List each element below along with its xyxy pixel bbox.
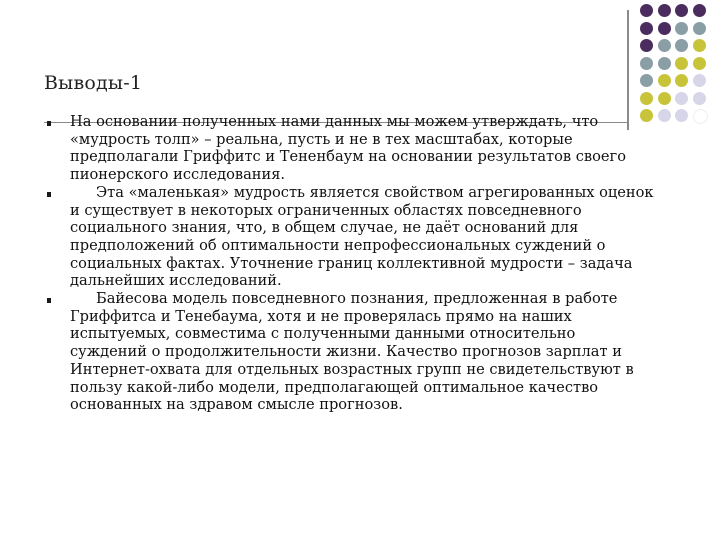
decorative-dot (693, 92, 706, 105)
bullet-text-line: Гриффитса и Тенебаума, хотя и не проверялась прямо на наших (70, 307, 572, 325)
decorative-dot (640, 22, 653, 35)
vertical-divider (627, 10, 629, 130)
bullet-text-line: и существует в некоторых ограниченных областях повседневного (70, 201, 582, 219)
bullet-item (44, 184, 684, 290)
bullet-text-line: социального знания, что, в общем случае, не даёт оснований для (70, 219, 579, 237)
bullet-text-line: Интернет-охвата для отдельных возрастных групп не свидетельствуют в (70, 360, 634, 378)
decorative-dot (693, 57, 706, 70)
bullet-text-line: основанных на здравом смысле прогнозов. (70, 396, 403, 414)
decorative-dot (658, 4, 671, 17)
decorative-dot (658, 74, 671, 87)
bullet-text-line: испытуемых, совместима с полученными данными относительно (70, 325, 576, 343)
decorative-dot (675, 39, 688, 52)
bullet-text-line: пользу какой-либо модели, предполагающей оптимальное качество (70, 378, 599, 396)
bullet-text-line: На основании полученных нами данных мы можем утверждать, что (70, 113, 599, 130)
bullet-square-icon (47, 192, 51, 197)
decorative-dot (675, 4, 688, 17)
decorative-dot (640, 92, 653, 105)
decorative-dot (675, 74, 688, 87)
bullet-text-line: суждений о продолжительности жизни. Качество прогнозов зарплат и (70, 343, 622, 361)
decorative-dot (658, 39, 671, 52)
decorative-dot (693, 4, 706, 17)
bullet-text-line: предположений об оптимальности непрофессиональных суждений о (70, 236, 606, 254)
decorative-dot (658, 57, 671, 70)
decorative-dot (693, 39, 706, 52)
decorative-dot (675, 22, 688, 35)
bullet-square-icon (47, 121, 51, 126)
slide-title: Выводы-1 (44, 72, 143, 94)
decorative-dot-grid (640, 4, 720, 128)
bullet-text-line: «мудрость толп» – реальна, пусть и не в тех масштабах, которые (70, 130, 573, 148)
decorative-dot (675, 92, 688, 105)
decorative-dot (693, 22, 706, 35)
bullet-text-line: дальнейших исследований. (70, 272, 282, 290)
bullet-square-icon (47, 298, 51, 303)
decorative-dot (640, 39, 653, 52)
decorative-dot (675, 57, 688, 70)
decorative-dot (640, 74, 653, 87)
bullet-text-line: Байесова модель повседневного познания, предложенная в работе (96, 290, 618, 308)
bullet-item (44, 290, 684, 414)
bullet-text-line: Эта «маленькая» мудрость является свойством агрегированных оценок (96, 183, 654, 201)
bullet-text-line: пионерского исследования. (70, 166, 286, 184)
bullet-text-line: социальных фактах. Уточнение границ коллективной мудрости – задача (70, 254, 633, 272)
decorative-dot (693, 74, 706, 87)
bullet-text-line: предполагали Гриффитс и Тененбаум на основании результатов своего (70, 148, 626, 166)
bullet-item (44, 113, 684, 184)
decorative-dot (640, 4, 653, 17)
decorative-dot (693, 109, 708, 124)
decorative-dot (658, 22, 671, 35)
bullet-list (44, 113, 684, 414)
decorative-dot (640, 57, 653, 70)
decorative-dot (658, 92, 671, 105)
